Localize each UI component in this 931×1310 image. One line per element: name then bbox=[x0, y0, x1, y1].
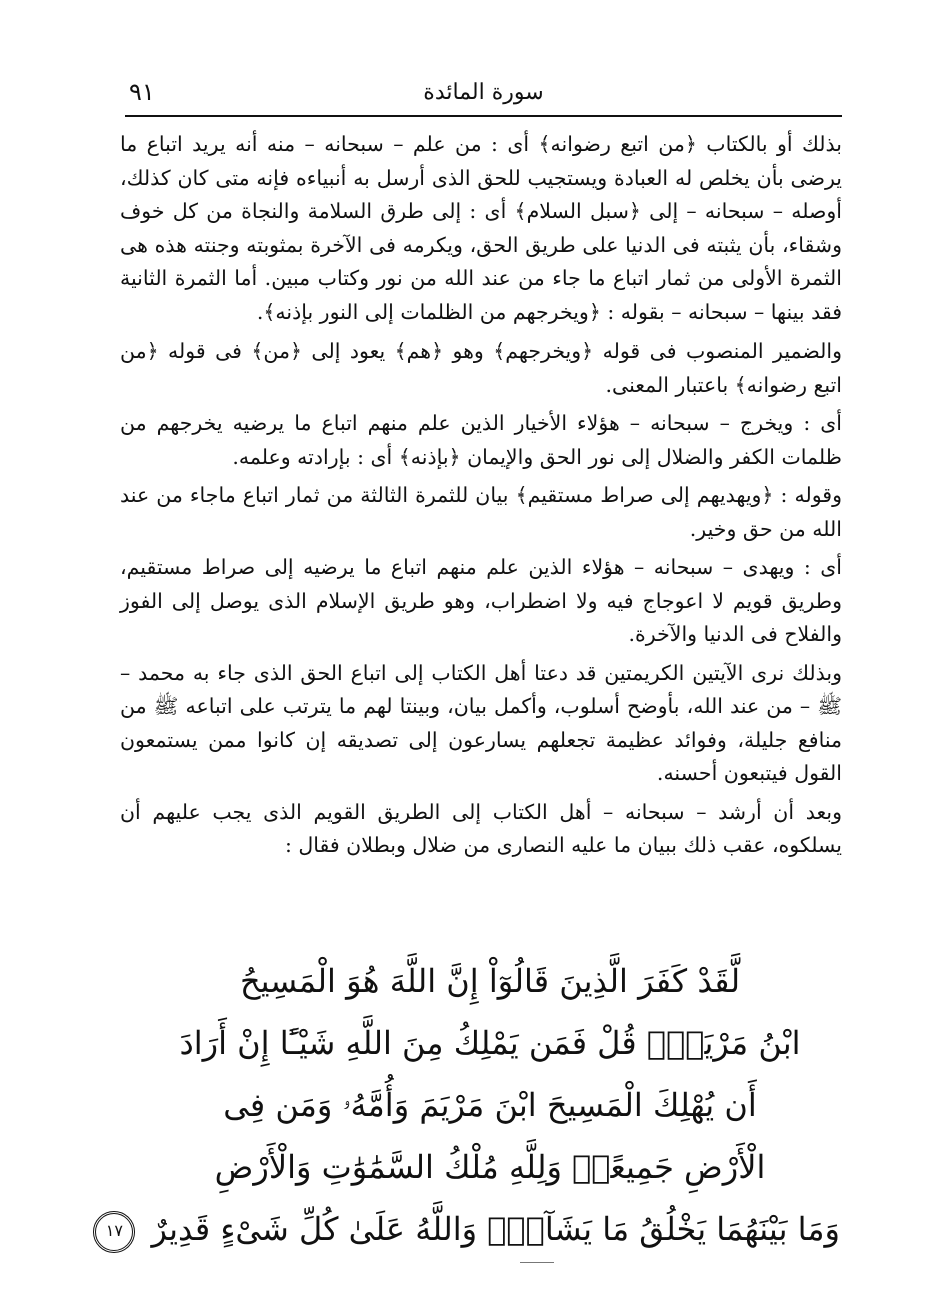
page-header bbox=[125, 78, 842, 112]
verse-line: لَّقَدْ كَفَرَ الَّذِينَ قَالُوٓاْ إِنَّ اللَّهَ هُوَ الْمَسِيحُ bbox=[239, 962, 741, 1000]
verse-line-text: وَمَا بَيْنَهُمَا يَخْلُقُ مَا يَشَآءُۚ وَاللَّهُ عَلَىٰ كُلِّ شَىْءٍ قَدِيرٌ bbox=[151, 1210, 840, 1248]
verse-line-last bbox=[105, 1198, 840, 1260]
paragraph: أى : ويخرج – سبحانه – هؤلاء الأخيار الذين علم منهم اتباع ما يرضيه يخرجهم من ظلمات الكفر والضلال إلى نور الحق والإيمان ﴿بإذنه﴾ أى : بإرادته وعلمه. bbox=[120, 411, 842, 469]
commentary-text bbox=[120, 128, 842, 868]
paragraph: وبعد أن أرشد – سبحانه – أهل الكتاب إلى الطريق القويم الذى يجب عليهم أن يسلكوه، عقب ذلك ببيان ما عليه النصارى من ضلال وبطلان فقال : bbox=[120, 799, 842, 857]
surah-title: سورة المائدة bbox=[423, 80, 544, 105]
paragraph: والضمير المنصوب فى قوله ﴿ويخرجهم﴾ وهو ﴿هم﴾ يعود إلى ﴿من﴾ فى قوله ﴿من اتبع رضوانه﴾ باعتبار المعنى. bbox=[120, 339, 842, 397]
paragraph: وقوله : ﴿ويهديهم إلى صراط مستقيم﴾ بيان للثمرة الثالثة من ثمار اتباع ماجاء من عند الله من حق وخير. bbox=[120, 483, 842, 541]
verse-line: ابْنُ مَرْيَمَۚ قُلْ فَمَن يَمْلِكُ مِنَ اللَّهِ شَيْـًٔا إِنْ أَرَادَ bbox=[179, 1024, 801, 1062]
quran-verse bbox=[105, 950, 840, 1260]
paragraph: أى : ويهدى – سبحانه – هؤلاء الذين علم منهم اتباع ما يرضيه إلى صراط مستقيم، وطريق قويم لا اعوجاج فيه ولا اضطراب، وهو طريق الإسلام الذى يوصل إلى الفوز والفلاح فى الدنيا والآخرة. bbox=[120, 555, 842, 646]
paragraph: وبذلك نرى الآيتين الكريمتين قد دعتا أهل الكتاب إلى اتباع الحق الذى جاء به محمد – ﷺ – من عند الله، بأوضح أسلوب، وأكمل بيان، وبينتا لهم ما يترتب على اتباعه ﷺ من منافع جليلة، وفوائد عظيمة تجعلهم يسارعون إلى تصديقه إن كانوا ممن يستمعون القول فيتبعون أحسنه. bbox=[120, 660, 842, 785]
header-divider bbox=[125, 115, 842, 117]
ayah-number-marker: ١٧ bbox=[93, 1211, 135, 1253]
verse-line: الْأَرْضِ جَمِيعًاۗ وَلِلَّهِ مُلْكُ السَّمَٰوَٰتِ وَالْأَرْضِ bbox=[214, 1148, 766, 1186]
footer-mark bbox=[520, 1262, 554, 1263]
page-number: ٩١ bbox=[129, 78, 155, 106]
verse-line: أَن يُهْلِكَ الْمَسِيحَ ابْنَ مَرْيَمَ وَأُمَّهُۥ وَمَن فِى bbox=[223, 1086, 757, 1124]
paragraph: بذلك أو بالكتاب ﴿من اتبع رضوانه﴾ أى : من علم – سبحانه – منه أنه يريد اتباع ما يرضى بأن يخلص له العبادة ويستجيب للحق الذى أرسل به أنبياءه فإنه متى كان كذلك، أوصله – سبحانه – إلى ﴿سبل السلام﴾ أى : إلى طرق السلامة والنجاة من كل خوف وشقاء، بأن يثبته فى الدنيا على طريق الحق، ويكرمه فى الآخرة بمثوبته وجنته هذه هى الثمرة الأولى من ثمار اتباع ما جاء من عند الله من نور وكتاب مبين. أما الثمرة الثانية فقد بينها – سبحانه – بقوله : ﴿ويخرجهم من الظلمات إلى النور بإذنه﴾. bbox=[120, 132, 842, 324]
